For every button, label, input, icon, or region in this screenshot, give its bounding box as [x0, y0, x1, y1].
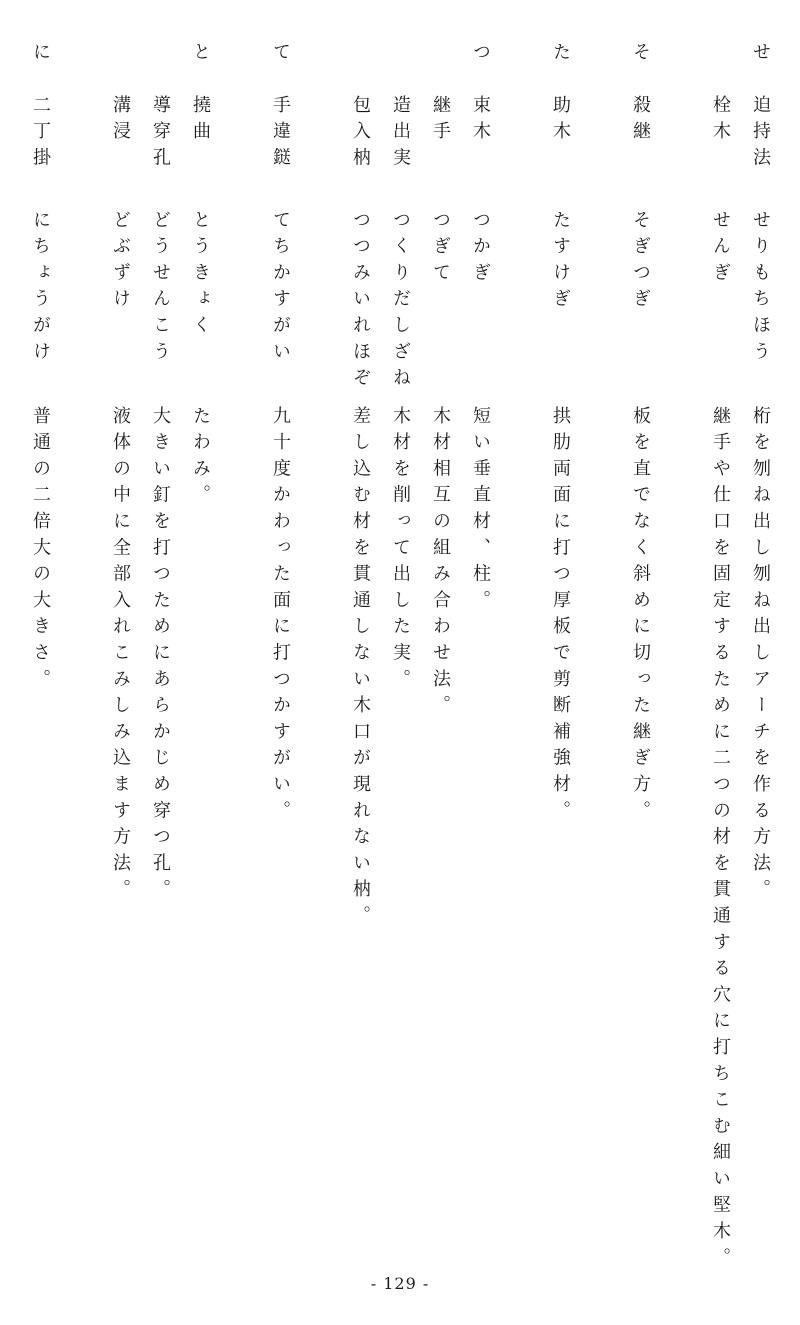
glossary-term: 手違鎹 [270, 95, 291, 174]
term-reading: にちょうがけ [30, 210, 51, 368]
term-definition: 液体の中に全部入れこみしみ込ます方法。 [110, 406, 131, 906]
glossary-term: 助木 [550, 95, 571, 148]
term-definition: 木材相互の組み合わせ法。 [430, 406, 451, 722]
glossary-term: 包入枘 [350, 95, 371, 174]
page-number: - 129 - [370, 1274, 430, 1293]
term-definition: 拱肋両面に打つ厚板で剪断補強材。 [550, 406, 571, 827]
glossary-term: 造出実 [390, 95, 411, 174]
term-definition: 九十度かわった面に打つかすがい。 [270, 406, 291, 827]
glossary-term: 撓曲 [190, 95, 211, 148]
index-char: と [190, 42, 211, 69]
index-char: て [270, 42, 291, 69]
term-reading: つぎて [430, 210, 451, 289]
glossary-term: 二丁掛 [30, 95, 51, 174]
term-definition: 大きい釘を打つためにあらかじめ穿つ孔。 [150, 406, 171, 906]
term-reading: つかぎ [470, 210, 491, 289]
index-char: に [30, 42, 51, 69]
term-definition: 普通の二倍大の大きさ。 [30, 406, 51, 696]
term-reading: てちかすがい [270, 210, 291, 368]
term-definition: 木材を削って出した実。 [390, 406, 411, 696]
term-reading: そぎつぎ [630, 210, 651, 316]
term-reading: つつみいれほぞ [350, 210, 371, 395]
term-definition: たわみ。 [190, 406, 211, 512]
glossary-term: 導穿孔 [150, 95, 171, 174]
term-reading: どうせんこう [150, 210, 171, 368]
term-definition: 継手や仕口を固定するために二つの材を貫通する穴に打ちこむ細い堅木。 [710, 406, 731, 1274]
term-reading: とうきょく [190, 210, 211, 342]
term-reading: せんぎ [710, 210, 731, 289]
term-reading: たすけぎ [550, 210, 571, 316]
term-reading: どぶずけ [110, 210, 131, 316]
index-char: つ [470, 42, 491, 69]
term-definition: 差し込む材を貫通しない木口が現れない枘。 [350, 406, 371, 932]
index-char: そ [630, 42, 651, 69]
term-reading: つくりだしざね [390, 210, 411, 395]
term-definition: 桁を刎ね出し刎ね出しアーチを作る方法。 [750, 406, 771, 906]
glossary-term: 束木 [470, 95, 491, 148]
index-char: せ [750, 42, 771, 69]
glossary-term: 溝浸 [110, 95, 131, 148]
glossary-term: 殺継 [630, 95, 651, 148]
term-definition: 板を直でなく斜めに切った継ぎ方。 [630, 406, 651, 827]
term-definition: 短い垂直材、柱。 [470, 406, 491, 617]
glossary-term: 継手 [430, 95, 451, 148]
index-char: た [550, 42, 571, 69]
term-reading: せりもちほう [750, 210, 771, 368]
glossary-term: 栓木 [710, 95, 731, 148]
glossary-term: 迫持法 [750, 95, 771, 174]
